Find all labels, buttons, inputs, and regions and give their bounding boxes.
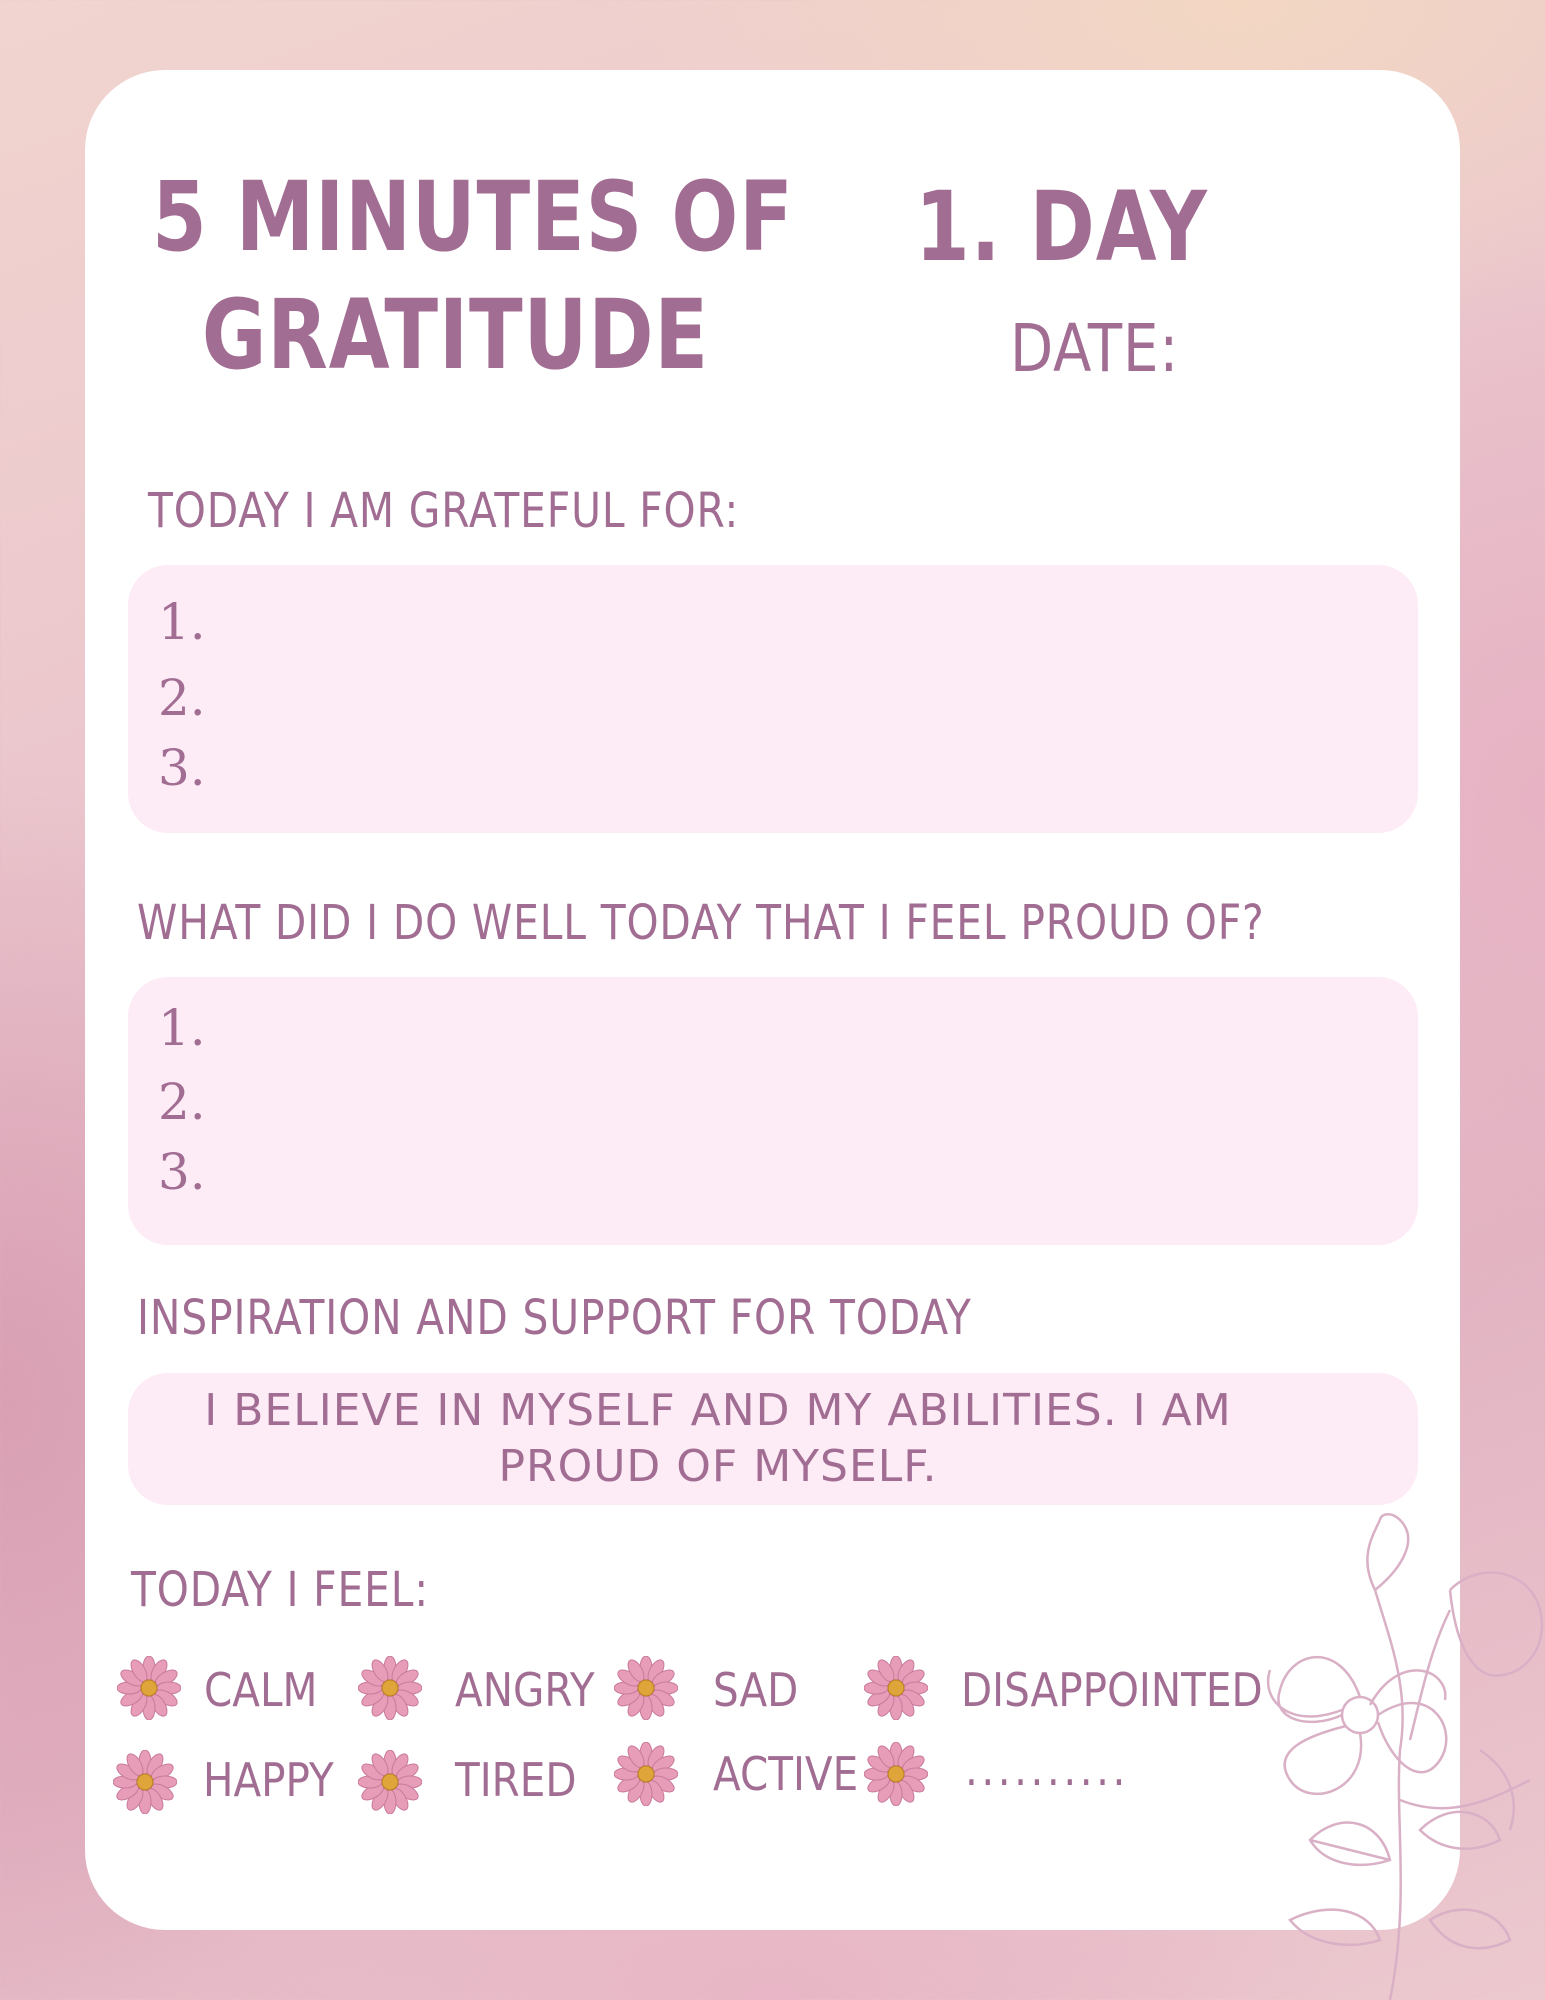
pink-daisy-icon[interactable] xyxy=(864,1742,928,1806)
pink-daisy-icon[interactable] xyxy=(113,1750,177,1814)
page-title xyxy=(152,158,794,394)
pink-daisy-icon[interactable] xyxy=(358,1750,422,1814)
proud-heading: WHAT DID I DO WELL TODAY THAT I FEEL PROUD OF? xyxy=(137,895,1265,951)
mood-angry[interactable]: ANGRY xyxy=(455,1663,595,1717)
mood-sad[interactable]: SAD xyxy=(713,1663,799,1717)
inspiration-heading: INSPIRATION AND SUPPORT FOR TODAY xyxy=(137,1290,972,1346)
grateful-item-2: 2. xyxy=(158,669,206,727)
day-label: 1. DAY xyxy=(915,171,1208,283)
mood-custom-blank[interactable]: .......... xyxy=(965,1742,1129,1796)
title-line-1: 5 MINUTES OF xyxy=(152,161,794,273)
proud-box[interactable] xyxy=(128,977,1418,1245)
mood-calm[interactable]: CALM xyxy=(204,1663,318,1717)
pink-daisy-icon[interactable] xyxy=(864,1656,928,1720)
pink-daisy-icon[interactable] xyxy=(614,1742,678,1806)
mood-active[interactable]: ACTIVE xyxy=(713,1747,859,1801)
grateful-item-1: 1. xyxy=(158,593,206,651)
inspiration-quote: I BELIEVE IN MYSELF AND MY ABILITIES. I AM PROUD OF MYSELF. xyxy=(204,1385,1232,1492)
proud-item-1: 1. xyxy=(158,999,206,1057)
mood-tired[interactable]: TIRED xyxy=(455,1753,577,1807)
mood-happy[interactable]: HAPPY xyxy=(203,1753,334,1807)
proud-item-2: 2. xyxy=(158,1073,206,1131)
grateful-heading: TODAY I AM GRATEFUL FOR: xyxy=(148,483,740,539)
floral-line-art xyxy=(1250,1500,1545,2000)
title-line-2: GRATITUDE xyxy=(201,279,709,391)
pink-daisy-icon[interactable] xyxy=(117,1656,181,1720)
pink-daisy-icon[interactable] xyxy=(614,1656,678,1720)
date-label: DATE: xyxy=(1010,310,1180,387)
proud-item-3: 3. xyxy=(158,1143,206,1201)
mood-disappointed[interactable]: DISAPPOINTED xyxy=(961,1663,1263,1717)
grateful-box[interactable] xyxy=(128,565,1418,833)
grateful-item-3: 3. xyxy=(158,739,206,797)
feelings-heading: TODAY I FEEL: xyxy=(131,1562,429,1618)
inspiration-box xyxy=(128,1373,1418,1505)
pink-daisy-icon[interactable] xyxy=(358,1656,422,1720)
